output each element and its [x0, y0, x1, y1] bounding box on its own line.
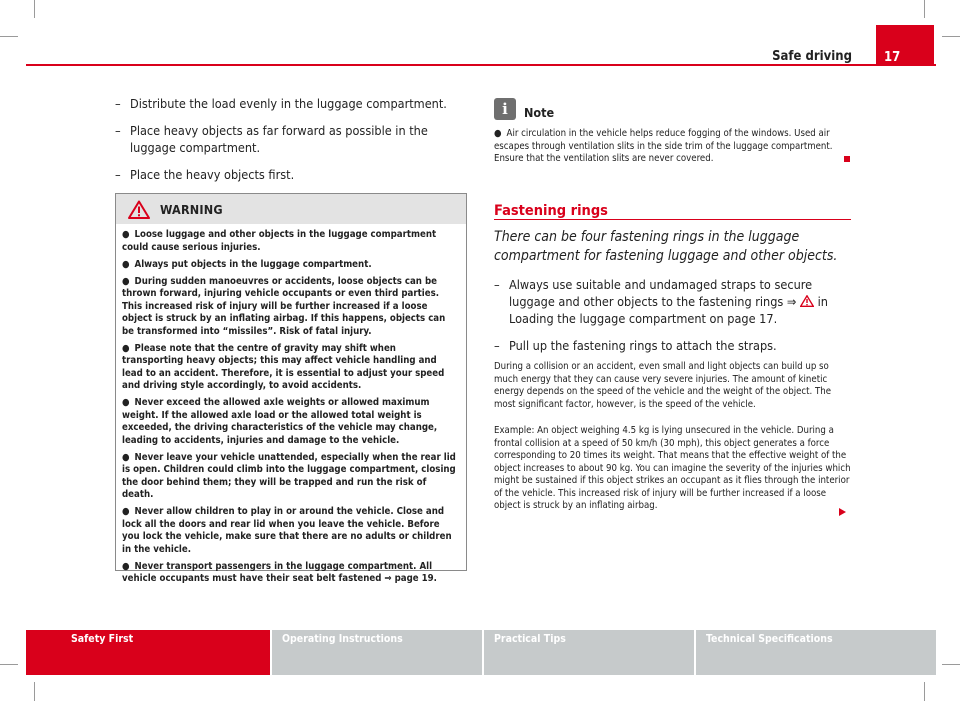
note-block: [494, 98, 852, 166]
section-title: Fastening rings: [494, 203, 608, 219]
warning-item: ● Never transport passengers in the luggage compartment. All vehicle occupants must have their seat belt fastened ⇒ page 19.: [122, 560, 437, 584]
crop-mark: [942, 36, 960, 37]
note-header: [494, 98, 852, 128]
crop-mark: [0, 664, 18, 665]
footer-tab-practical-tips[interactable]: Practical Tips: [484, 630, 694, 675]
end-marker-icon: [844, 156, 850, 162]
warning-title: WARNING: [160, 202, 223, 217]
warning-item: ● Never leave your vehicle unattended, especially when the rear lid is open. Children could climb into the luggage compartment, closing the door behind them; they will be trapped and run the risk of death.: [122, 451, 456, 500]
crop-mark: [34, 0, 35, 18]
warning-body: [116, 224, 466, 586]
left-column: [115, 95, 470, 193]
note-text: ● Air circulation in the vehicle helps reduce fogging of the windows. Used air escapes through ventilation slits in the side trim of the luggage compartment. Ensure that the ventilation slits are never covered.: [494, 128, 852, 166]
footer-tab-technical-specifications[interactable]: Technical Specifications: [696, 630, 936, 675]
footer-tab-safety-first[interactable]: Safety First: [26, 630, 270, 675]
warning-header: [116, 194, 466, 224]
section-intro: There can be four fastening rings in the luggage compartment for fastening luggage and other objects.: [494, 229, 838, 264]
section-rule: [494, 219, 851, 220]
warning-item: ● Never exceed the allowed axle weights or allowed maximum weight. If the allowed axle load or the allowed total weight is exceeded, the driving characteristics of the vehicle may change, leading to accidents, injuries and damage to the vehicle.: [122, 397, 438, 446]
crop-mark: [924, 682, 925, 701]
warning-item: ● Please note that the centre of gravity may shift when transporting heavy objects; this may affect vehicle handling and lead to an accident. Therefore, it is essential to adjust your speed and driving style accordingly, to avoid accidents.: [122, 342, 445, 391]
warning-item: ● Loose luggage and other objects in the luggage compartment could cause serious injuries.: [122, 229, 437, 253]
paragraph: During a collision or an accident, even small and light objects can build up so much energy that they can cause very severe injuries. The amount of kinetic energy depends on the speed of the vehicle and the weight of the object. The most significant factor, however, is the speed of the vehicle.: [494, 361, 832, 410]
list-item: – Place heavy objects as far forward as possible in the luggage compartment.: [115, 123, 428, 155]
crop-mark: [924, 0, 925, 18]
info-icon: i: [494, 98, 516, 120]
warning-box: [115, 193, 467, 584]
paragraph: Example: An object weighing 4.5 kg is lying unsecured in the vehicle. During a frontal collision at a speed of 50 km/h (30 mph), this object generates a force corresponding to 20 times its weight. That means that the effective weight of the object increases to about 90 kg. You can imagine the severity of the injuries which might be sustained if this object strikes an occupant as it flies through the interior of the vehicle. This increased risk of injury will be further increased if a loose object is struck by an inflating airbag.: [494, 425, 851, 511]
loading-steps: [115, 95, 470, 183]
note-title: Note: [524, 105, 555, 120]
crop-mark: [34, 682, 35, 701]
warning-item: ● Always put objects in the luggage compartment.: [122, 258, 372, 270]
warning-triangle-icon: [128, 200, 150, 219]
continue-arrow-icon: [839, 508, 846, 516]
page-number: 17: [884, 50, 901, 65]
footer-nav: [26, 630, 936, 675]
list-item: – Place the heavy objects first.: [115, 167, 295, 182]
header-title: Safe driving: [772, 49, 852, 64]
warning-triangle-icon: [800, 295, 814, 307]
header-rule: [26, 64, 936, 66]
warning-item: ● During sudden manoeuvres or accidents, loose objects can be thrown forward, injuring vehicle occupants or even third parties. This increased risk of injury will be further increased if a loose object is struck by an inflating airbag. If this happens, objects can be transformed into “missiles”. Risk of fatal injury.: [122, 275, 446, 337]
page-number-tab: [876, 25, 934, 66]
warning-item: ● Never allow children to play in or around the vehicle. Close and lock all the doors and rear lid when you leave the vehicle. Before you lock the vehicle, make sure that there are no adults or children in the vehicle.: [122, 506, 452, 555]
list-item: – Pull up the fastening rings to attach the straps.: [494, 338, 777, 353]
crop-mark: [942, 664, 960, 665]
list-item: – Always use suitable and undamaged straps to secure luggage and other objects to the fastening rings ⇒ in Loading the luggage compartment on page 17.: [494, 277, 828, 326]
footer-tab-operating-instructions[interactable]: Operating Instructions: [272, 630, 482, 675]
list-item: – Distribute the load evenly in the luggage compartment.: [115, 96, 447, 111]
crop-mark: [0, 36, 18, 37]
fastening-steps: [494, 276, 852, 364]
